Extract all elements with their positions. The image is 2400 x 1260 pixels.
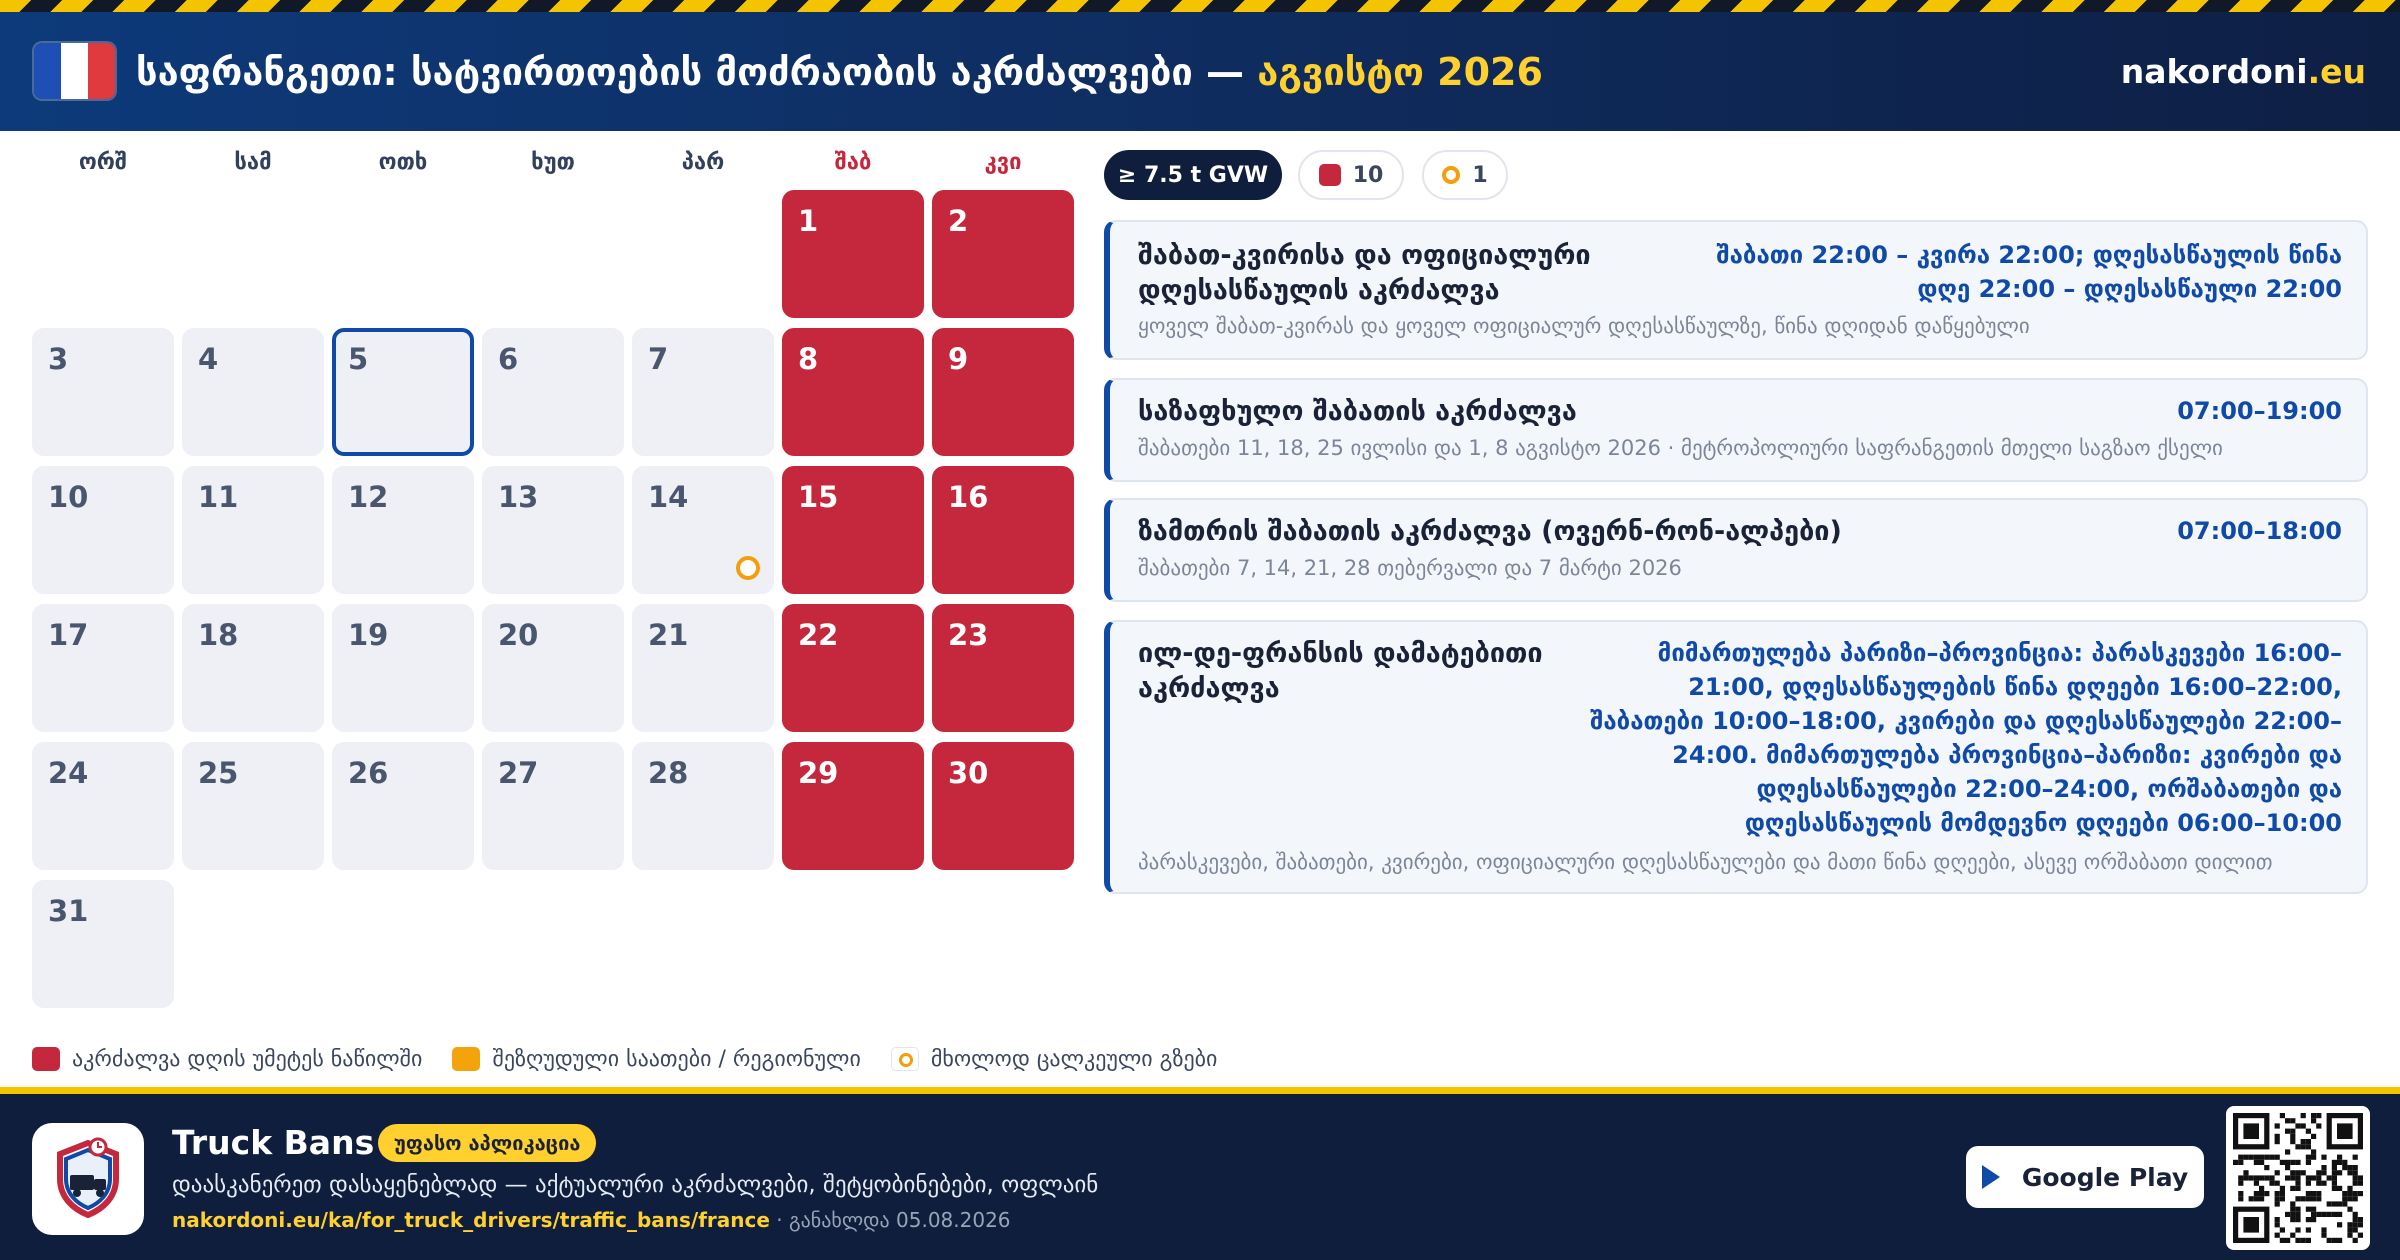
rule-card-summer[interactable] [1104,378,2368,482]
calendar-day[interactable] [482,466,624,594]
calendar-day[interactable] [482,604,624,732]
ban-count-value: 10 [1352,162,1384,188]
day-number: 3 [48,342,69,376]
day-number: 27 [498,756,539,790]
ban-count-chip[interactable] [1298,150,1404,200]
calendar-day[interactable] [182,328,324,456]
rule-time: 07:00–19:00 [2177,397,2342,425]
rule-note: შაბათები 11, 18, 25 ივლისი და 1, 8 აგვისტო 2026 · მეტროპოლიური საფრანგეთის მთელი საგზაო ქსელი [1138,436,2223,460]
day-number: 28 [648,756,689,790]
rule-name: ზამთრის შაბათის აკრძალვა (ოვერნ-რონ-ალპები) [1138,516,1842,547]
rule-name: შაბათ-კვირისა და ოფიციალური დღესასწაულის აკრძალვა [1138,240,1591,306]
orange-ring-icon [1442,166,1460,184]
rule-note: ყოველ შაბათ-კვირას და ყოველ ოფიციალურ დღესასწაულზე, წინა დღიდან დაწყებული [1138,314,2030,338]
weekday-header: ორშ [78,150,128,175]
google-play-button[interactable] [1966,1146,2204,1208]
legend-full-ban [32,1047,422,1072]
calendar-day[interactable] [32,466,174,594]
day-number: 20 [498,618,539,652]
calendar-day[interactable] [932,190,1074,318]
rule-card-winter[interactable] [1104,498,2368,602]
day-number: 24 [48,756,89,790]
day-number: 25 [198,756,239,790]
calendar-day[interactable] [332,466,474,594]
header-bar [0,0,2400,131]
calendar-day[interactable] [32,742,174,870]
calendar-day[interactable] [932,328,1074,456]
calendar-day[interactable] [32,604,174,732]
brand-logo[interactable] [2121,44,2366,100]
day-number: 11 [198,480,239,514]
rule-note: პარასკევები, შაბათები, კვირები, ოფიციალური დღესასწაულები და მათი წინა დღეები, ასევე ორშაბათი დილით [1138,850,2273,874]
footer-stripe [0,1087,2400,1094]
day-number: 12 [348,480,389,514]
calendar-day[interactable] [782,190,924,318]
app-link-line [172,1208,1011,1232]
legend-limited [452,1047,860,1072]
france-flag-icon [34,43,115,99]
legend-limited-label: შეზღუდული საათები / რეგიონული [492,1046,861,1072]
calendar-day[interactable] [782,466,924,594]
day-number: 7 [648,342,669,376]
rule-time: 07:00–18:00 [2177,517,2342,545]
rule-name: ილ-დე-ფრანსის დამატებითი აკრძალვა [1138,638,1543,704]
hazard-stripe [0,0,2400,12]
calendar-day[interactable] [32,880,174,1008]
local-count-value: 1 [1472,162,1488,188]
calendar-day[interactable] [182,742,324,870]
calendar-day[interactable] [482,742,624,870]
day-number: 16 [948,480,989,514]
calendar-day[interactable] [332,604,474,732]
weekday-header: შაბ [834,150,872,175]
rule-note: შაბათები 7, 14, 21, 28 თებერვალი და 7 მარტი 2026 [1138,556,1682,580]
weekday-header: კვი [984,150,1022,175]
day-number: 17 [48,618,89,652]
calendar-day[interactable] [32,328,174,456]
rule-card-idf[interactable] [1104,620,2368,894]
day-number: 21 [648,618,689,652]
calendar-day[interactable] [932,466,1074,594]
calendar-day[interactable] [932,604,1074,732]
local-road-ring-icon [736,556,760,580]
calendar-day[interactable] [632,466,774,594]
page-title [136,44,1543,100]
day-number: 2 [948,204,969,238]
weekday-header: ხუთ [531,150,575,175]
google-play-label: Google Play [2021,1162,2189,1192]
red-square-icon [1319,164,1341,186]
day-number: 14 [648,480,689,514]
app-name: Truck Bans [172,1123,375,1162]
rule-name: საზაფხულო შაბათის აკრძალვა [1138,396,1577,427]
calendar-day[interactable] [182,604,324,732]
day-number: 18 [198,618,239,652]
title-main: საფრანგეთი: სატვირთოების მოძრაობის აკრძალვები — [136,50,1258,94]
day-number: 15 [798,480,839,514]
calendar-day[interactable] [482,328,624,456]
brand-name: nakordoni [2120,52,2308,91]
free-app-badge: უფასო აპლიკაცია [378,1124,596,1162]
day-number: 23 [948,618,989,652]
legend-full-ban-label: აკრძალვა დღის უმეტეს ნაწილში [72,1046,423,1072]
title-month: აგვისტო 2026 [1257,50,1543,94]
red-swatch-icon [32,1047,60,1071]
day-number: 26 [348,756,389,790]
local-count-chip[interactable] [1422,150,1508,200]
day-number: 6 [498,342,519,376]
updated-date: · განახლდა 05.08.2026 [769,1208,1011,1232]
rule-card-weekend[interactable] [1104,220,2368,360]
calendar-day[interactable] [632,742,774,870]
day-number: 30 [948,756,989,790]
qr-code-icon[interactable] [2226,1106,2370,1250]
day-number: 10 [48,480,89,514]
day-number: 4 [198,342,219,376]
day-number: 9 [948,342,969,376]
legend-local-label: მხოლოდ ცალკეული გზები [930,1046,1218,1072]
day-number: 19 [348,618,389,652]
calendar-day[interactable] [932,742,1074,870]
app-description: დაასკანერეთ დასაყენებლად — აქტუალური აკრძალვები, შეტყობინებები, ოფლაინ [172,1172,1099,1198]
day-number: 8 [798,342,819,376]
day-number: 29 [798,756,839,790]
legend-local [891,1047,1218,1072]
truck-shield-app-icon[interactable] [32,1123,144,1235]
play-triangle-icon [1982,1165,2000,1189]
calendar-day[interactable] [332,742,474,870]
day-number: 5 [348,342,369,376]
brand-tld: .eu [2307,52,2366,91]
calendar-day[interactable] [782,328,924,456]
weekday-header: ოთხ [378,150,428,175]
rule-time: შაბათი 22:00 – კვირა 22:00; დღესასწაულის წინა დღე 22:00 – დღესასწაული 22:00 [1716,241,2342,303]
gvw-filter-chip[interactable]: ≥ 7.5 t GVW [1104,150,1282,200]
calendar-day[interactable] [332,328,474,456]
day-number: 1 [798,204,819,238]
weekday-header: სამ [234,150,272,175]
day-number: 22 [798,618,839,652]
calendar-day[interactable] [632,328,774,456]
weekday-header: პარ [681,150,725,175]
calendar-day[interactable] [632,604,774,732]
day-number: 31 [48,894,89,928]
calendar-day[interactable] [182,466,324,594]
calendar-day[interactable] [782,604,924,732]
ring-swatch-icon [891,1047,919,1071]
legend [32,1044,1247,1074]
calendar-day[interactable] [782,742,924,870]
app-url-link[interactable]: nakordoni.eu/ka/for_truck_drivers/traffic_bans/france [172,1208,770,1232]
amber-swatch-icon [452,1047,480,1071]
day-number: 13 [498,480,539,514]
rule-time: მიმართულება პარიზი–პროვინცია: პარასკევები 16:00–21:00, დღესასწაულების წინა დღეები 16:00–22:00, შაბათები 10:00–18:00, კვირები და დღესასწაულები 22:00–24:00. მიმართულება პროვინცია–პარიზი: კვირები და დღესასწაულები 22:00–24:00, ორშაბათები და დღესასწაულის მომდევნო დღეები 06:00–10:00 [1590,639,2342,837]
